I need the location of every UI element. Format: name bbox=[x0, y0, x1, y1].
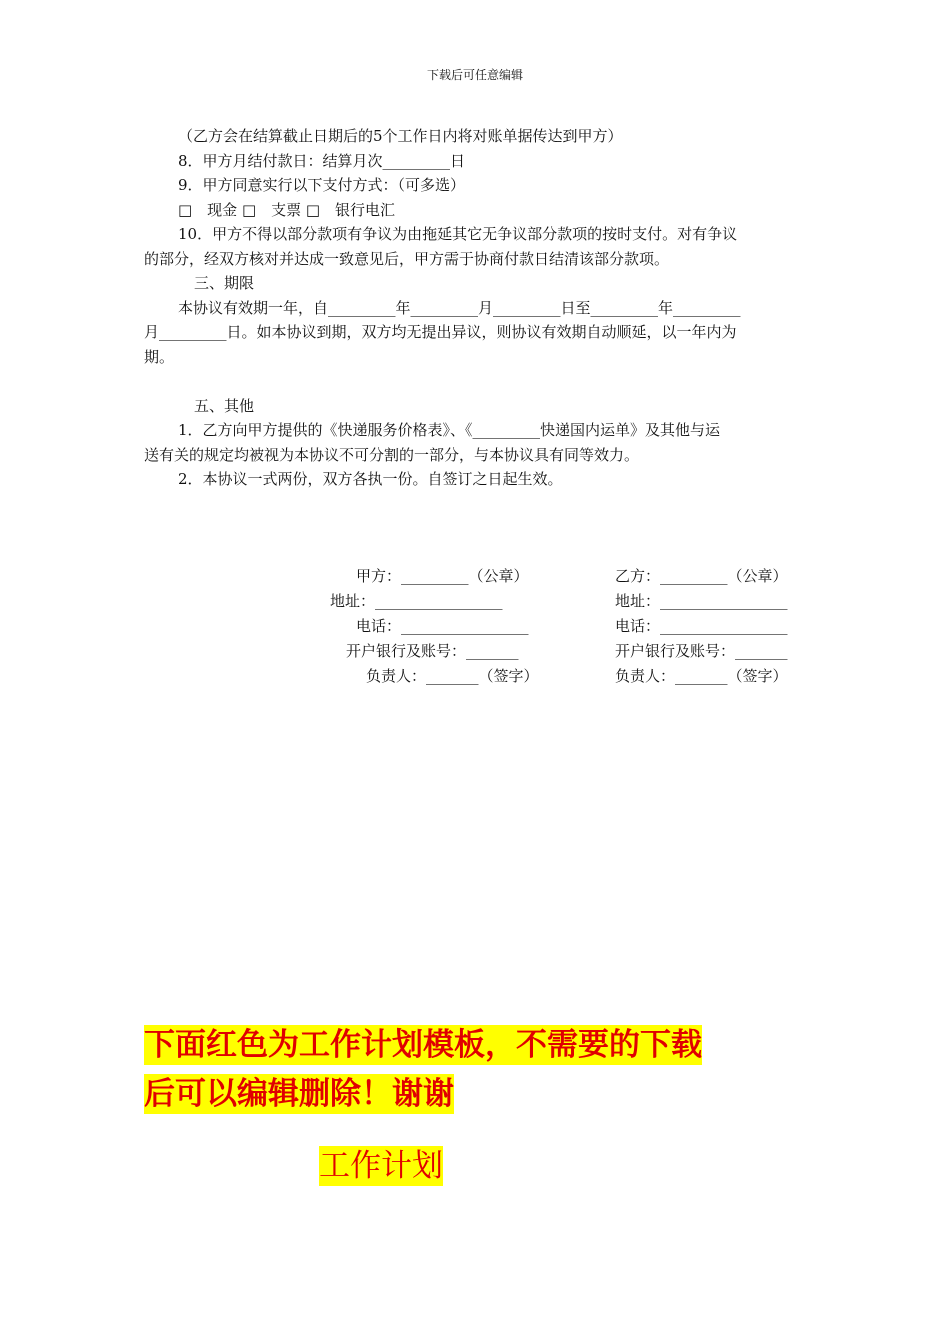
term-line3: 期。 bbox=[144, 347, 175, 366]
term-line1: 本协议有效期一年，自_________年_________月_________日至_________年_________ bbox=[178, 298, 741, 317]
settlement-note: （乙方会在结算截止日期后的5个工作日内将对账单据传达到甲方） bbox=[178, 127, 623, 145]
plan-title: 工作计划 bbox=[319, 1148, 443, 1184]
party-a-bank: 开户银行及账号：_______ bbox=[346, 642, 519, 660]
party-a-responsible: 负责人：_______（签字） bbox=[366, 667, 539, 685]
section-other-heading: 五、其他 bbox=[194, 396, 255, 415]
party-a-name: 甲方：_________（公章） bbox=[356, 567, 529, 585]
clause-10-line1: 10．甲方不得以部分款项有争议为由拖延其它无争议部分款项的按时支付。对有争议 bbox=[178, 225, 738, 243]
party-a-phone: 电话：_________________ bbox=[356, 617, 529, 635]
clause-8: 8．甲方月结付款日：结算月次_________日 bbox=[178, 151, 466, 170]
other-clause-2: 2．本协议一式两份，双方各执一份。自签订之日起生效。 bbox=[178, 470, 563, 488]
payment-options: □ 现金 □ 支票 □ 银行电汇 bbox=[178, 200, 396, 219]
clause-9: 9．甲方同意实行以下支付方式：（可多选） bbox=[178, 176, 466, 194]
page-header: 下载后可任意编辑 bbox=[426, 68, 523, 82]
other-clause-1-line1: 1．乙方向甲方提供的《快递服务价格表》、《_________快递国内运单》及其他与运 bbox=[178, 421, 721, 439]
section-term-heading: 三、期限 bbox=[194, 274, 255, 292]
other-clause-1-line2: 送有关的规定均被视为本协议不可分割的一部分，与本协议具有同等效力。 bbox=[144, 445, 640, 464]
notice-line-1: 下面红色为工作计划模板，不需要的下载 bbox=[144, 1027, 702, 1063]
party-b-name: 乙方：_________（公章） bbox=[615, 567, 788, 585]
party-b-address: 地址：_________________ bbox=[615, 592, 788, 610]
party-b-responsible: 负责人：_______（签字） bbox=[615, 667, 788, 685]
term-line2: 月_________日。如本协议到期，双方均无提出异议，则协议有效期自动顺延，以一年内为 bbox=[144, 323, 737, 341]
party-b-bank: 开户银行及账号：_______ bbox=[615, 642, 788, 660]
contract-body bbox=[144, 124, 814, 492]
notice-line-2: 后可以编辑删除！谢谢 bbox=[144, 1076, 454, 1112]
party-b-phone: 电话：_________________ bbox=[615, 617, 788, 635]
party-a-address: 地址：_________________ bbox=[330, 592, 503, 610]
clause-10-line2: 的部分，经双方核对并达成一致意见后，甲方需于协商付款日结清该部分款项。 bbox=[144, 249, 670, 268]
blank-line bbox=[144, 369, 814, 394]
